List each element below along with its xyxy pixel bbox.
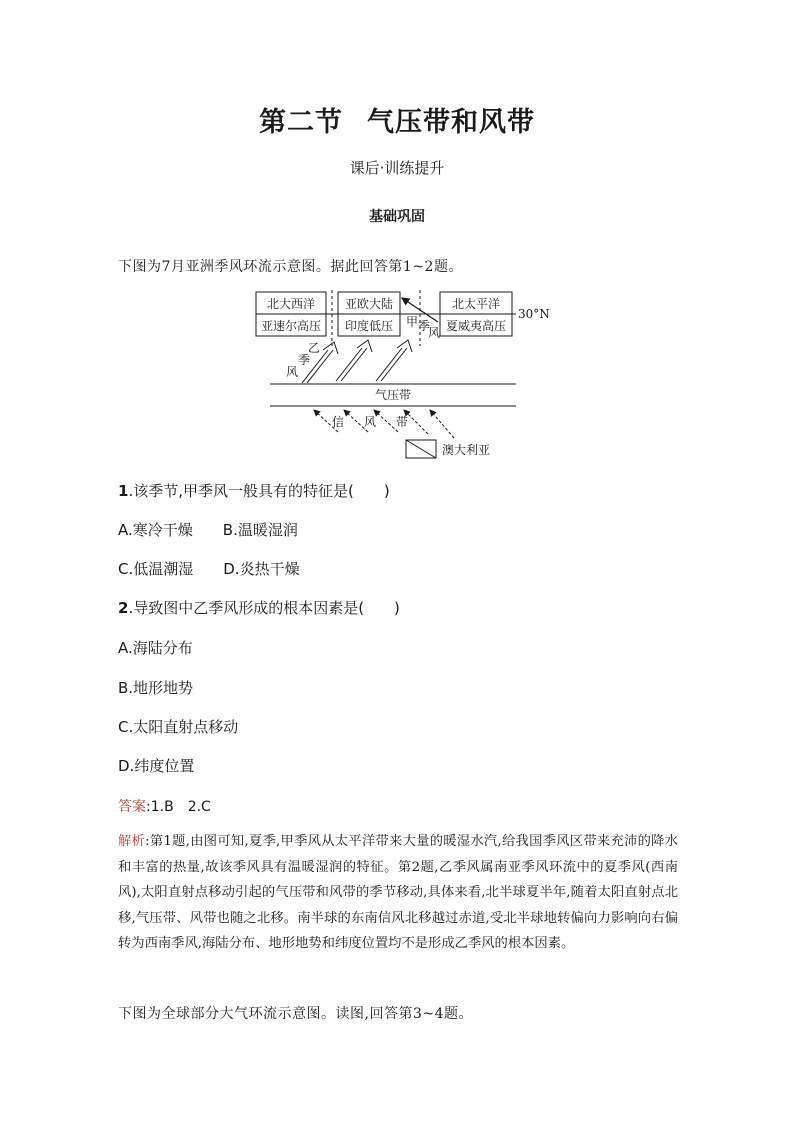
analysis-paragraph: 解析:第1题,由图可知,夏季,甲季风从太平洋带来大量的暖湿水汽,给我国季风区带来充沛的降水和丰富的热量,故该季风具有温暖湿润的特征。第2题,乙季风属南亚季风环流中的夏季风(西南风),太阳直射点移动引起的气压带和风带的季节移动,具体来看,北半球夏半年,随着太阳直射点北移,气压带、风带也随之北移。南半球的东南信风北移越过赤道,受北半球地转偏向力影响向右偏转为西南季风,海陆分布、地形地势和纬度位置均不是形成乙季风的根本因素。 <box>118 834 678 951</box>
label-north-pacific: 北太平洋 <box>451 297 501 311</box>
southwest-monsoon-arrow-3 <box>376 340 412 381</box>
question-2-option-c: C.太阳直射点移动 <box>118 718 239 736</box>
asian-monsoon-diagram <box>240 284 560 464</box>
question-1-options-row-1: A.寒冷干燥 B.温暖湿润 <box>118 521 298 539</box>
answer-line: 答案:1.B 2.C <box>118 799 211 815</box>
yi-char-2: 季 <box>298 353 311 367</box>
question-2: 2.导致图中乙季风形成的根本因素是( ) <box>118 599 400 617</box>
label-indian-low: 印度低压 <box>344 319 394 333</box>
yi-char-3: 风 <box>286 365 299 379</box>
jia-char-2: 季 <box>418 319 431 333</box>
trade-char-1: 信 <box>332 415 345 429</box>
latitude-label: 30°N <box>518 307 550 321</box>
label-australia: 澳大利亚 <box>442 443 491 457</box>
question-intro-1: 下图为7月亚洲季风环流示意图。据此回答第1~2题。 <box>118 259 463 275</box>
question-2-option-d: D.纬度位置 <box>118 757 195 775</box>
page-title: 第二节 气压带和风带 <box>259 107 535 138</box>
trade-wind-arrow-3 <box>374 410 398 432</box>
page-subtitle: 课后·训练提升 <box>349 159 445 177</box>
question-1: 1.该季节,甲季风一般具有的特征是( ) <box>118 482 390 500</box>
label-azores-high: 亚速尔高压 <box>260 319 322 333</box>
question-1-options-row-2: C.低温潮湿 D.炎热干燥 <box>118 560 300 578</box>
section-heading: 基础巩固 <box>369 209 425 225</box>
jia-char-3: 风 <box>428 326 441 340</box>
question-2-option-b: B.地形地势 <box>118 679 194 697</box>
trade-wind-arrow-5 <box>430 410 454 438</box>
trade-char-2: 风 <box>364 415 377 429</box>
pressure-belt-label: 气压带 <box>374 388 412 402</box>
label-hawaiian-high: 夏威夷高压 <box>445 319 507 333</box>
southwest-monsoon-arrow-2 <box>336 340 372 381</box>
trade-char-3: 带 <box>396 415 409 429</box>
label-eurasia: 亚欧大陆 <box>344 297 394 311</box>
yi-char-1: 乙 <box>308 341 321 355</box>
question-intro-2: 下图为全球部分大气环流示意图。读图,回答第3~4题。 <box>118 1006 473 1022</box>
jia-char-1: 甲 <box>406 315 419 329</box>
label-north-atlantic: 北大西洋 <box>266 297 316 311</box>
question-2-option-a: A.海陆分布 <box>118 639 193 657</box>
